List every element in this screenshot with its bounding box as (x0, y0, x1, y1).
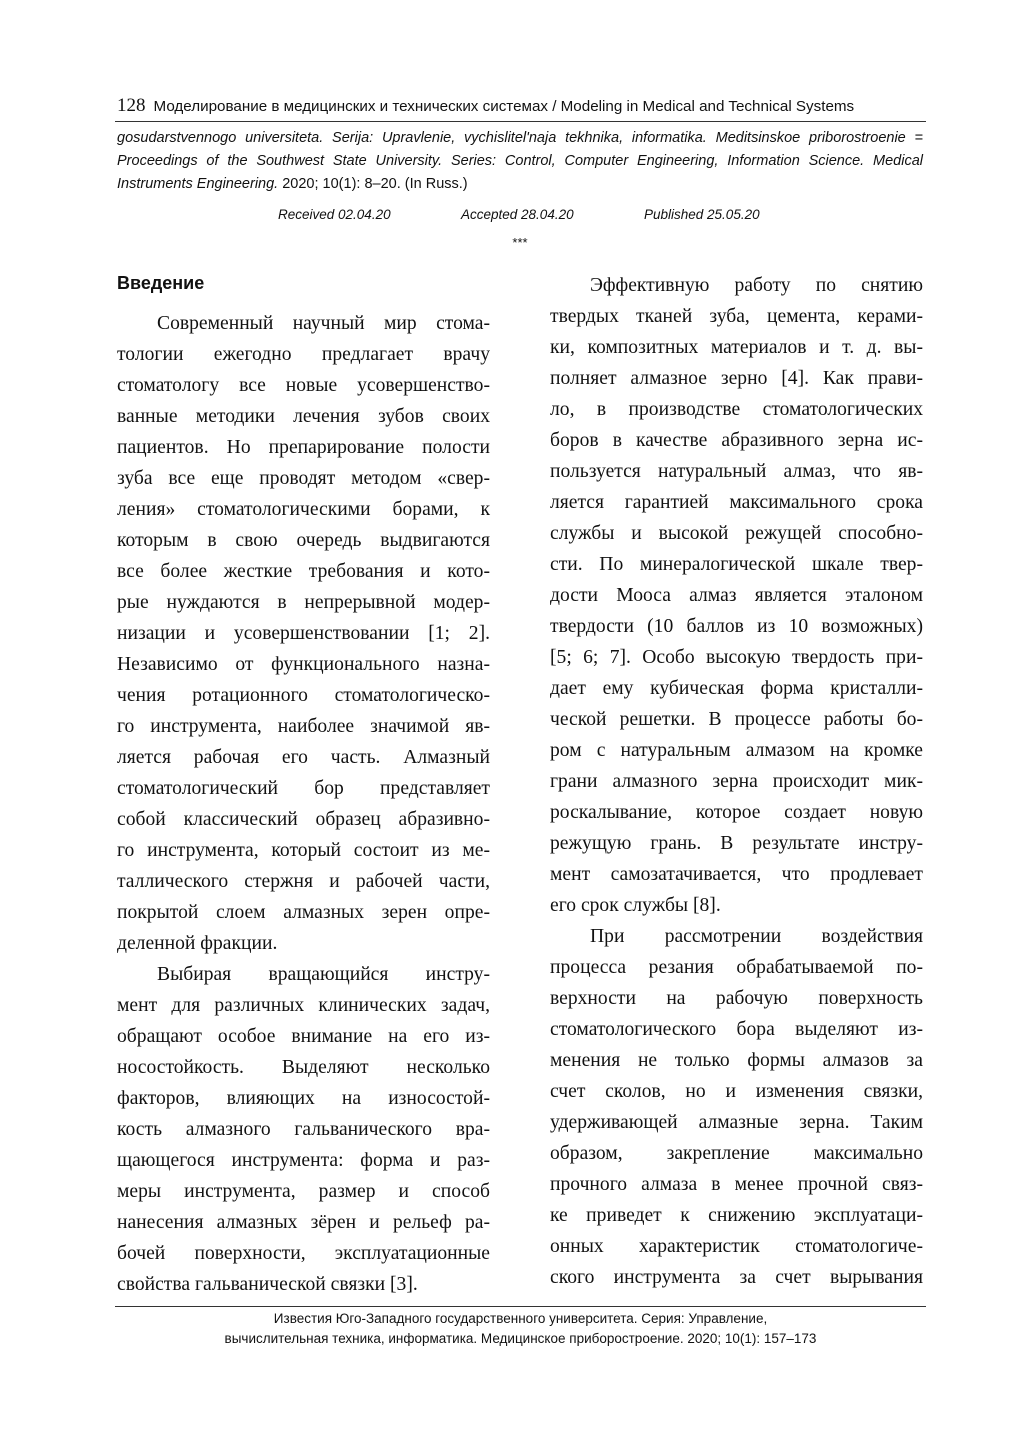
text-line: образом, закрепление максимально (550, 1143, 923, 1164)
text-line: счет сколов, но и изменения связки, (550, 1081, 923, 1102)
text-line: мент самозатачивается, что продлевает (550, 864, 923, 885)
text-line: тологии ежегодно предлагает врачу (117, 344, 490, 365)
text-line: грани алмазного зерна происходит мик- (550, 771, 923, 792)
paragraph (117, 308, 490, 959)
text-line: чения ротационного стоматологическо- (117, 685, 490, 706)
received-date: Received 02.04.20 (278, 207, 391, 222)
paragraph (550, 270, 923, 921)
text-line: деленной фракции. (117, 933, 278, 954)
separator-stars: *** (512, 235, 528, 250)
text-line: таллического стержня и рабочей части, (117, 871, 490, 892)
footer (115, 1309, 926, 1349)
text-line: ванные методики лечения зубов своих (117, 406, 490, 427)
text-line: роскалывание, которое создает новую (550, 802, 923, 823)
text-line: онных характеристик стоматологиче- (550, 1236, 923, 1257)
text-line: ского инструмента за счет вырывания (550, 1267, 923, 1288)
text-line: сти. По минералогической шкале твер- (550, 554, 923, 575)
text-line: мент для различных клинических задач, (117, 995, 490, 1016)
text-line: пациентов. Но препарирование полости (117, 437, 490, 458)
text-line: ке приведет к снижению эксплуатаци- (550, 1205, 923, 1226)
text-line: менения не только формы алмазов за (550, 1050, 923, 1071)
text-line: свойства гальванической связки [3]. (117, 1274, 418, 1295)
right-column (550, 270, 923, 1293)
text-line: стоматологического бора выделяют из- (550, 1019, 923, 1040)
text-line: твердых тканей зуба, цемента, керами- (550, 306, 923, 327)
text-line: Независимо от функционального назна- (117, 654, 490, 675)
text-line: щающегося инструмента: форма и раз- (117, 1150, 490, 1171)
text-line: стоматологический бор представляет (117, 778, 490, 799)
header-rule (115, 121, 926, 122)
text-line: боров в качестве абразивного зерна ис- (550, 430, 923, 451)
citation (117, 127, 923, 196)
text-line: носостойкость. Выделяют несколько (117, 1057, 490, 1078)
text-line: его срок службы [8]. (550, 895, 721, 916)
text-line: го инструмента, наиболее значимой яв- (117, 716, 490, 737)
text-line: твердости (10 баллов из 10 возможных) (550, 616, 923, 637)
paragraph (550, 921, 923, 1293)
left-column (117, 308, 490, 1300)
accepted-date: Accepted 28.04.20 (461, 207, 574, 222)
text-line: дает ему кубическая форма кристалли- (550, 678, 923, 699)
text-line: которым в свою очередь выдвигаются (117, 530, 490, 551)
text-line: Современный научный мир стома- (157, 313, 490, 334)
text-line: кость алмазного гальванического вра- (117, 1119, 490, 1140)
text-line: стоматологу все новые усовершенство- (117, 375, 490, 396)
text-line: удерживающей алмазные зерна. Таким (550, 1112, 923, 1133)
text-line: ческой решетки. В процессе работы бо- (550, 709, 923, 730)
text-line: полняет алмазное зерно [4]. Как прави- (550, 368, 923, 389)
text-line: го инструмента, который состоит из ме- (117, 840, 490, 861)
text-line: обращают особое внимание на его из- (117, 1026, 490, 1047)
text-line: зуба все еще проводят методом «свер- (117, 468, 490, 489)
citation-plain: 2020; 10(1): 8–20. (In Russ.) (278, 176, 468, 192)
published-date: Published 25.05.20 (644, 207, 760, 222)
text-line: Выбирая вращающийся инстру- (157, 964, 490, 985)
text-line: ром с натуральным алмазом на кромке (550, 740, 923, 761)
text-line: дости Мооса алмаз является эталоном (550, 585, 923, 606)
text-line: собой классический образец абразивно- (117, 809, 490, 830)
text-line: ки, композитных материалов и т. д. вы- (550, 337, 923, 358)
footer-line-1: Известия Юго-Западного государственного университета. Серия: Управление, (273, 1311, 768, 1326)
text-line: пользуется натуральный алмаз, что яв- (550, 461, 923, 482)
text-line: При рассмотрении воздействия (590, 926, 923, 947)
text-line: рые нуждаются в непрерывной модер- (117, 592, 490, 613)
text-line: нанесения алмазных зёрен и рельеф ра- (117, 1212, 490, 1233)
text-line: все более жесткие требования и кото- (117, 561, 490, 582)
text-line: меры инструмента, размер и способ (117, 1181, 490, 1202)
text-line: ляется гарантией максимального срока (550, 492, 923, 513)
text-line: [5; 6; 7]. Особо высокую твердость при- (550, 647, 923, 668)
text-line: верхности на рабочую поверхность (550, 988, 923, 1009)
text-line: покрытой слоем алмазных зерен опре- (117, 902, 490, 923)
page-number: 128 (117, 95, 146, 116)
text-line: прочного алмаза в менее прочной связ- (550, 1174, 923, 1195)
journal-title: Моделирование в медицинских и технических системах / Modeling in Medical and Technical Systems (153, 98, 855, 115)
text-line: службы и высокой режущей способно- (550, 523, 923, 544)
section-heading: Введение (117, 273, 205, 293)
text-line: факторов, влияющих на износостой- (117, 1088, 490, 1109)
text-line: ло, в производстве стоматологических (550, 399, 923, 420)
text-line: низации и усовершенствовании [1; 2]. (117, 623, 490, 644)
running-header (117, 96, 925, 117)
text-line: режущую грань. В результате инстру- (550, 833, 923, 854)
text-line: ляется рабочая его часть. Алмазный (117, 747, 490, 768)
citation-italic: gosudarstvennogo universiteta. Serija: Upravlenie, vychislitel'naja tekhnika, informatika. Meditsinskoe priborostroenie = Proceedings of the Southwest State University. Series: Control, Computer Engineering, Information Science. Medical Instruments Engineering. (117, 130, 923, 192)
text-line: Эффективную работу по снятию (590, 275, 923, 296)
text-line: бочей поверхности, эксплуатационные (117, 1243, 490, 1264)
text-line: ления» стоматологическими борами, к (117, 499, 490, 520)
footer-rule (115, 1306, 926, 1307)
text-line: процесса резания обрабатываемой по- (550, 957, 923, 978)
paragraph (117, 959, 490, 1300)
footer-line-2: вычислительная техника, информатика. Медицинское приборостроение. 2020; 10(1): 157–173 (224, 1331, 817, 1346)
